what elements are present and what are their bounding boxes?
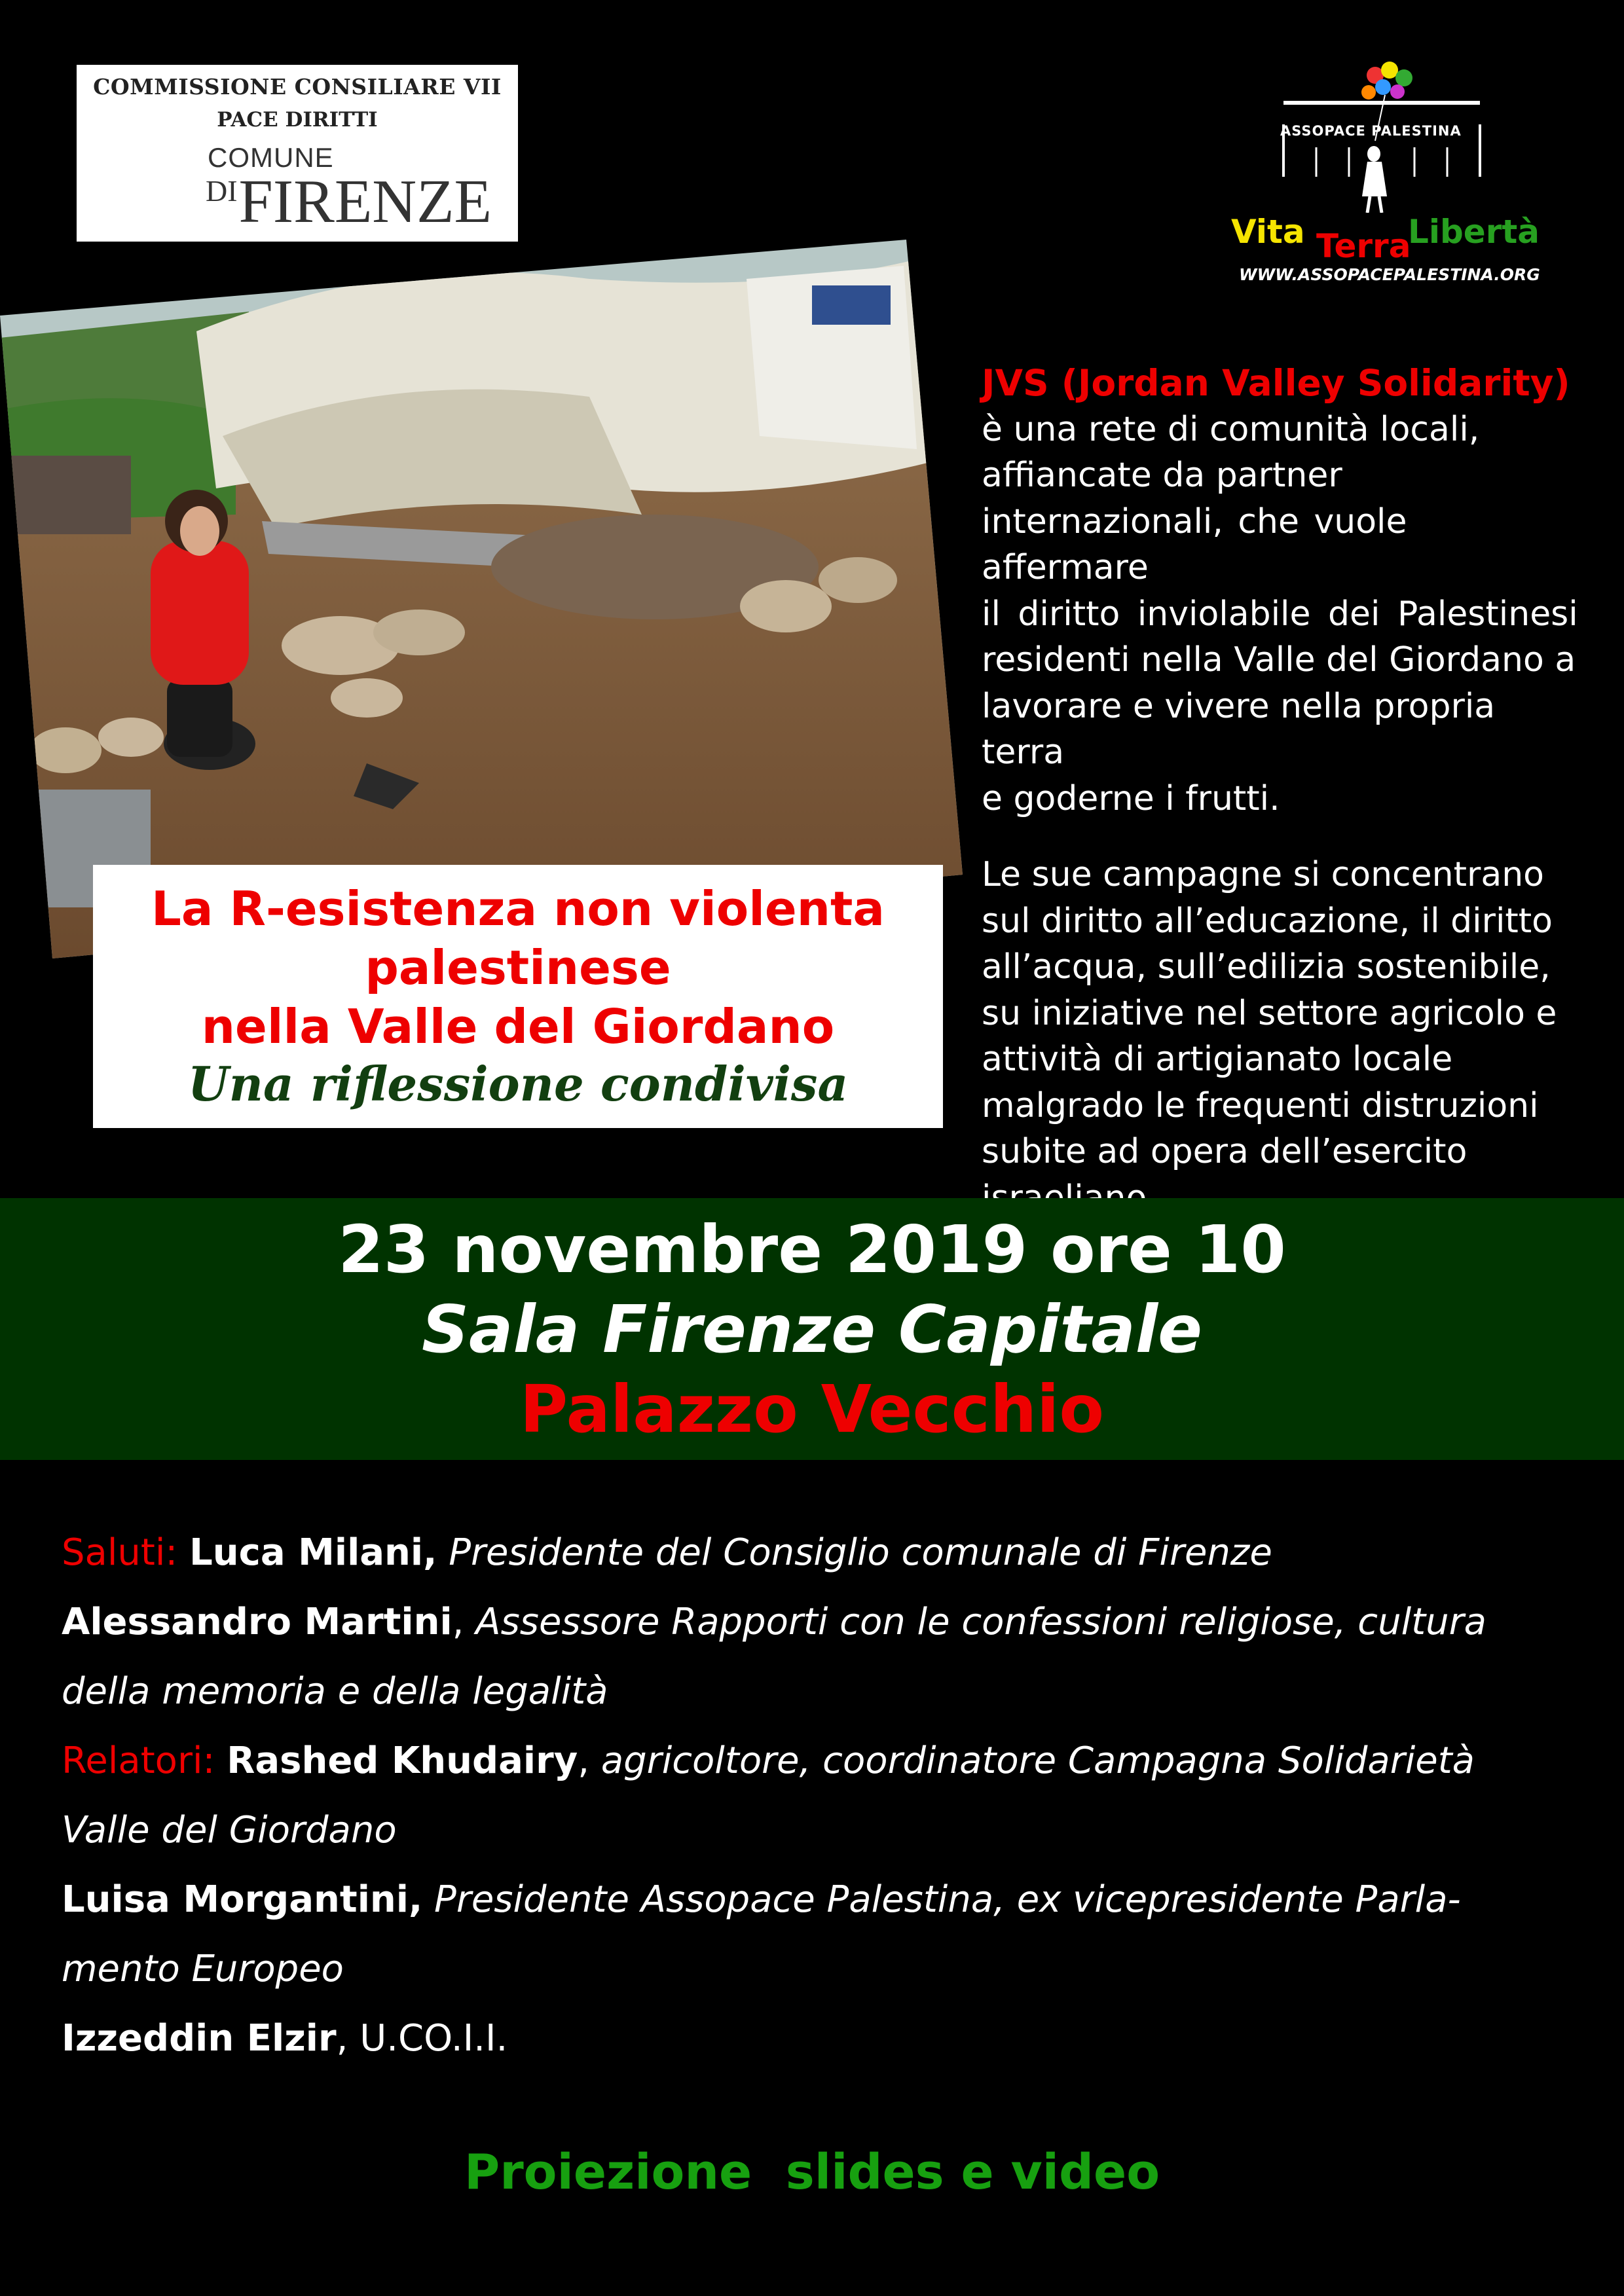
speaker-role-continued [62,1796,1568,1865]
jvs-p2-line: attività di artigianato locale [982,1040,1453,1079]
speaker-name: Rashed Khudairy [227,1740,578,1782]
slogan-liberta: Libertà [1408,213,1540,251]
speaker-row: Relatori: Rashed Khudairy, agricoltore, coordinatore Campagna Solidarietà [62,1740,1475,1782]
speaker-role: Valle del Giordano [62,1809,397,1851]
comune-firenze-logo [77,65,518,242]
speaker-row [62,1518,1568,1588]
jvs-heading: JVS (Jordan Valley Solidarity) [982,362,1570,404]
jvs-paragraph-2 [982,852,1585,1221]
event-hall: Sala Firenze Capitale [422,1291,1202,1368]
jvs-p2-line: su iniziative nel settore agricolo e [982,993,1557,1033]
jvs-p2-line: sul diritto all’educazione, il diritto [982,901,1553,941]
commission-line: COMMISSIONE CONSILIARE VII [93,74,502,100]
event-title-box [93,865,943,1128]
title-line-3: nella Valle del Giordano [201,999,835,1054]
projection-note: Proiezione slides e video [464,2144,1160,2200]
speaker-role: Presidente Assopace Palestina, ex vicepresidente Parla- [434,1878,1461,1921]
event-date: 23 novembre 2019 ore 10 [338,1211,1286,1288]
speaker-row: Alessandro Martini, Assessore Rapporti con le confessioni religiose, cultura [62,1601,1486,1643]
speaker-name: Luisa Morgantini, [62,1878,423,1921]
jvs-p1-line: e goderne i frutti. [982,778,1280,818]
speaker-role: Assessore Rapporti con le confessioni religiose, cultura [475,1601,1486,1643]
firenze-word: $^{DI}$FIRENZE [206,168,492,236]
jvs-p2-line: all’acqua, sull’edilizia sostenibile, [982,947,1551,987]
speaker-role: della memoria e della legalità [62,1670,608,1713]
commission-subline: PACE DIRITTI [217,108,378,132]
speaker-role: Presidente del Consiglio comunale di Firenze [449,1531,1272,1574]
event-palace: Palazzo Vecchio [519,1371,1105,1448]
speaker-name: Alessandro Martini [62,1601,452,1643]
speaker-role: agricoltore, coordinatore Campagna Solidarietà [600,1740,1475,1782]
jvs-p2-line: malgrado le frequenti distruzioni [982,1085,1539,1125]
saluti-label: Saluti: [62,1531,178,1574]
assopace-website: WWW.ASSOPACEPALESTINA.ORG [1239,265,1540,284]
jvs-p1-line: è una rete di comunità locali, [982,409,1480,449]
jvs-p1-line: residenti nella Valle del Giordano a [982,640,1576,680]
jvs-p2-line: Le sue campagne si concentrano [982,855,1544,894]
jvs-description [982,360,1585,1221]
speaker-role: mento Europeo [62,1948,344,1990]
assopace-brand: ASSOPACE PALESTINA [1280,123,1462,139]
speaker-role: U.CO.I.I. [360,2017,508,2060]
speaker-role-continued [62,1657,1568,1726]
speaker-row: Izzeddin Elzir, U.CO.I.I. [62,2017,508,2060]
speaker-row [62,1865,1568,1935]
relatori-label: Relatori: [62,1740,215,1782]
speaker-name: Izzeddin Elzir [62,2017,337,2060]
slogan-terra: Terra [1316,227,1411,265]
jvs-p1-line: affiancate da partner [982,456,1342,495]
jvs-p1-line: il diritto inviolabile dei Palestinesi [982,594,1578,634]
comune-word: COMUNE [208,142,334,173]
speaker-role-continued [62,1935,1568,2004]
title-line-2: palestinese [365,940,671,995]
demolition-photo [0,240,963,958]
jvs-p2-line: subite ad opera dell’esercito [982,1132,1467,1171]
speaker-name: Luca Milani, [189,1531,437,1574]
jvs-paragraph-1 [982,407,1585,822]
speakers-list [62,1518,1568,2073]
jvs-p1-line: internazionali, che vuole affermare [982,501,1407,587]
assopace-palestina-logo [1218,56,1559,291]
slogan-vita: Vita [1231,213,1305,251]
title-subtitle: Una riflessione condivisa [187,1056,849,1112]
title-line-1: La R-esistenza non violenta [151,881,885,936]
jvs-p1-line: lavorare e vivere nella propria terra [982,686,1496,772]
event-info-band [0,1198,1624,1460]
